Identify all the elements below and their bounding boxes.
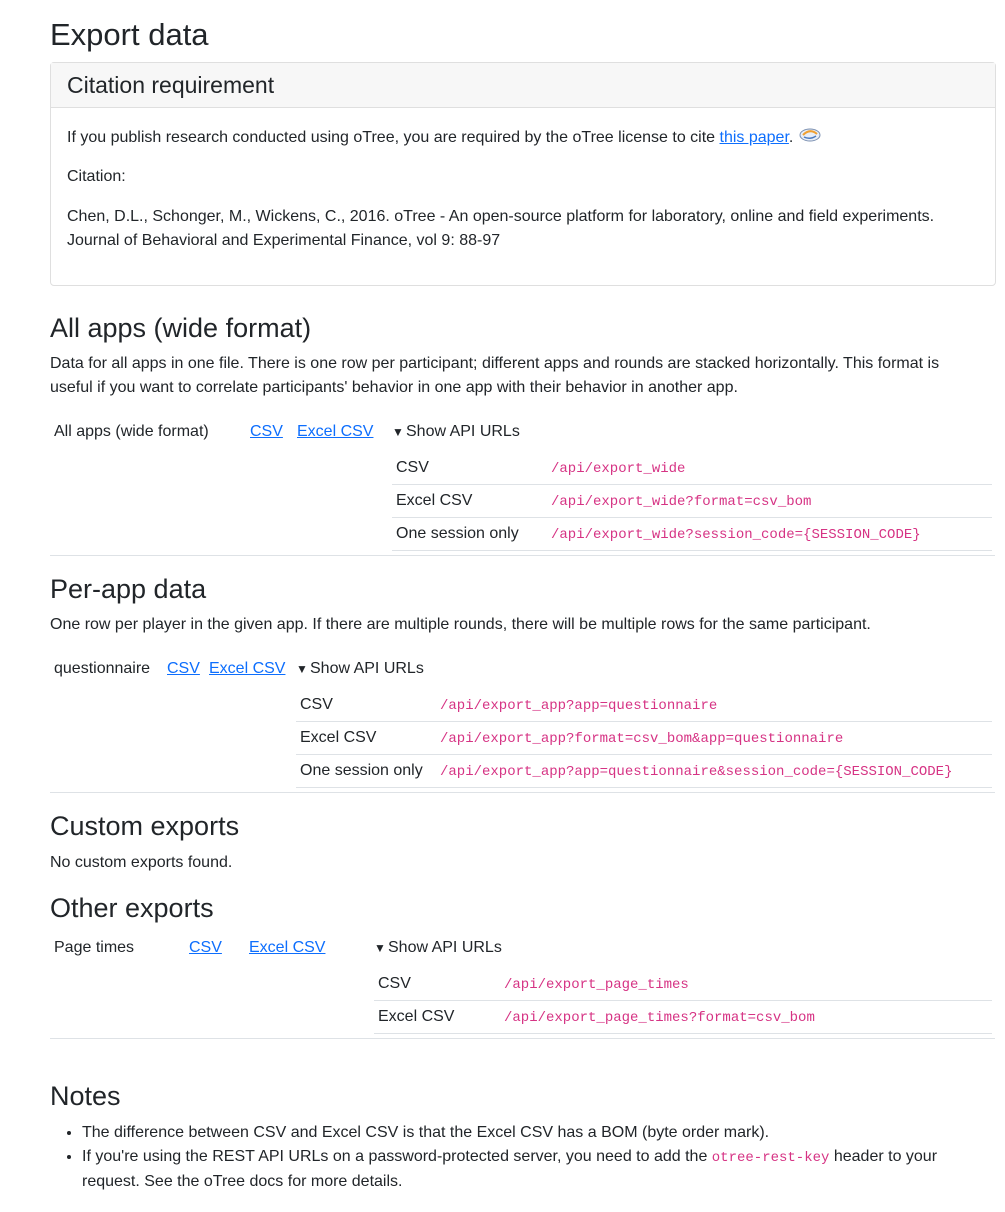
perapp-show-api-toggle[interactable]	[296, 657, 424, 681]
page-title: Export data	[50, 17, 209, 52]
divider	[374, 1033, 992, 1034]
perapp-api-url-csv: /api/export_app?app=questionnaire	[440, 698, 718, 714]
notes-item-rest-key-text-line2: request. See the oTree docs for more details.	[82, 1173, 403, 1190]
section-divider	[50, 792, 995, 793]
citation-text	[67, 205, 987, 253]
wide-api-url-excel: /api/export_wide?format=csv_bom	[551, 494, 812, 510]
custom-description: No custom exports found.	[50, 854, 233, 871]
wide-api-label-csv: CSV	[396, 459, 429, 476]
notes-item-rest-key	[82, 1145, 1005, 1194]
citation-card-header	[51, 63, 995, 108]
triangle-down-icon: ▼	[374, 941, 386, 955]
triangle-down-icon: ▼	[392, 425, 404, 439]
wide-show-api-toggle[interactable]	[392, 420, 520, 444]
scholar-citation-icon[interactable]	[798, 125, 822, 151]
notes-item-rest-key-text-after: header to your	[829, 1148, 938, 1165]
citation-card	[50, 62, 996, 286]
other-row-label: Page times	[54, 939, 135, 956]
wide-description	[50, 352, 1000, 400]
perapp-api-label-session: One session only	[300, 762, 423, 779]
citation-intro-text: If you publish research conducted using oTree, you are required by the oTree license to cite	[67, 129, 720, 147]
citation-paper-link[interactable]: this paper	[719, 129, 789, 147]
other-excel-csv-link[interactable]: Excel CSV	[249, 939, 326, 956]
wide-api-label-session: One session only	[396, 525, 519, 542]
divider	[296, 754, 992, 755]
notes-heading: Notes	[50, 1081, 121, 1111]
other-show-api-label: Show API URLs	[388, 939, 502, 956]
perapp-heading: Per-app data	[50, 574, 207, 604]
citation-text-line1: Chen, D.L., Schonger, M., Wickens, C., 2016. oTree - An open-source platform for laboratory, online and field experiments.	[67, 208, 935, 225]
citation-intro	[67, 125, 977, 151]
perapp-api-label-excel: Excel CSV	[300, 729, 377, 746]
other-api-label-csv: CSV	[378, 975, 411, 992]
other-api-label-excel: Excel CSV	[378, 1008, 455, 1025]
notes-item-bom: • The difference between CSV and Excel CSV is that the Excel CSV has a BOM (byte order mark).	[82, 1121, 1005, 1145]
section-divider	[50, 1038, 995, 1039]
citation-text-line2: Journal of Behavioral and Experimental Finance, vol 9: 88-97	[67, 232, 501, 249]
wide-description-line1: Data for all apps in one file. There is one row per participant; different apps and rounds are stacked horizontally. This format is	[50, 355, 940, 372]
perapp-csv-link[interactable]: CSV	[167, 660, 200, 677]
other-heading: Other exports	[50, 893, 214, 923]
wide-excel-csv-link[interactable]: Excel CSV	[297, 423, 374, 440]
other-csv-link[interactable]: CSV	[189, 939, 222, 956]
perapp-show-api-label: Show API URLs	[310, 660, 424, 677]
perapp-description: One row per player in the given app. If there are multiple rounds, there will be multiple rows for the same participant.	[50, 616, 871, 633]
triangle-down-icon: ▼	[296, 662, 308, 676]
divider	[392, 517, 992, 518]
perapp-api-url-session: /api/export_app?app=questionnaire&session_code={SESSION_CODE}	[440, 764, 953, 780]
notes-list	[50, 1121, 1005, 1194]
perapp-excel-csv-link[interactable]: Excel CSV	[209, 660, 286, 677]
divider	[392, 550, 992, 551]
wide-show-api-label: Show API URLs	[406, 423, 520, 440]
citation-label: Citation:	[67, 168, 126, 185]
divider	[296, 787, 992, 788]
perapp-row-label: questionnaire	[54, 660, 151, 677]
wide-api-url-session: /api/export_wide?session_code={SESSION_CODE}	[551, 527, 921, 543]
wide-api-label-excel: Excel CSV	[396, 492, 473, 509]
wide-api-url-csv: /api/export_wide	[551, 461, 686, 477]
perapp-api-url-excel: /api/export_app?format=csv_bom&app=questionnaire	[440, 731, 844, 747]
citation-title: Citation requirement	[67, 72, 275, 98]
other-show-api-toggle[interactable]	[374, 936, 502, 960]
wide-row-label: All apps (wide format)	[54, 423, 209, 440]
custom-heading: Custom exports	[50, 811, 240, 841]
wide-heading: All apps (wide format)	[50, 313, 312, 343]
other-api-url-excel: /api/export_page_times?format=csv_bom	[504, 1010, 815, 1026]
divider	[374, 1000, 992, 1001]
notes-item-rest-key-text: If you're using the REST API URLs on a password-protected server, you need to add the	[82, 1148, 712, 1165]
citation-intro-end: .	[788, 129, 794, 147]
divider	[392, 484, 992, 485]
divider	[296, 721, 992, 722]
rest-key-code: otree-rest-key	[711, 1150, 830, 1166]
wide-csv-link[interactable]: CSV	[250, 423, 283, 440]
perapp-api-label-csv: CSV	[300, 696, 333, 713]
other-api-url-csv: /api/export_page_times	[504, 977, 689, 993]
wide-description-line2: useful if you want to correlate participants' behavior in one app with their behavior in another app.	[50, 379, 738, 396]
section-divider	[50, 555, 995, 556]
